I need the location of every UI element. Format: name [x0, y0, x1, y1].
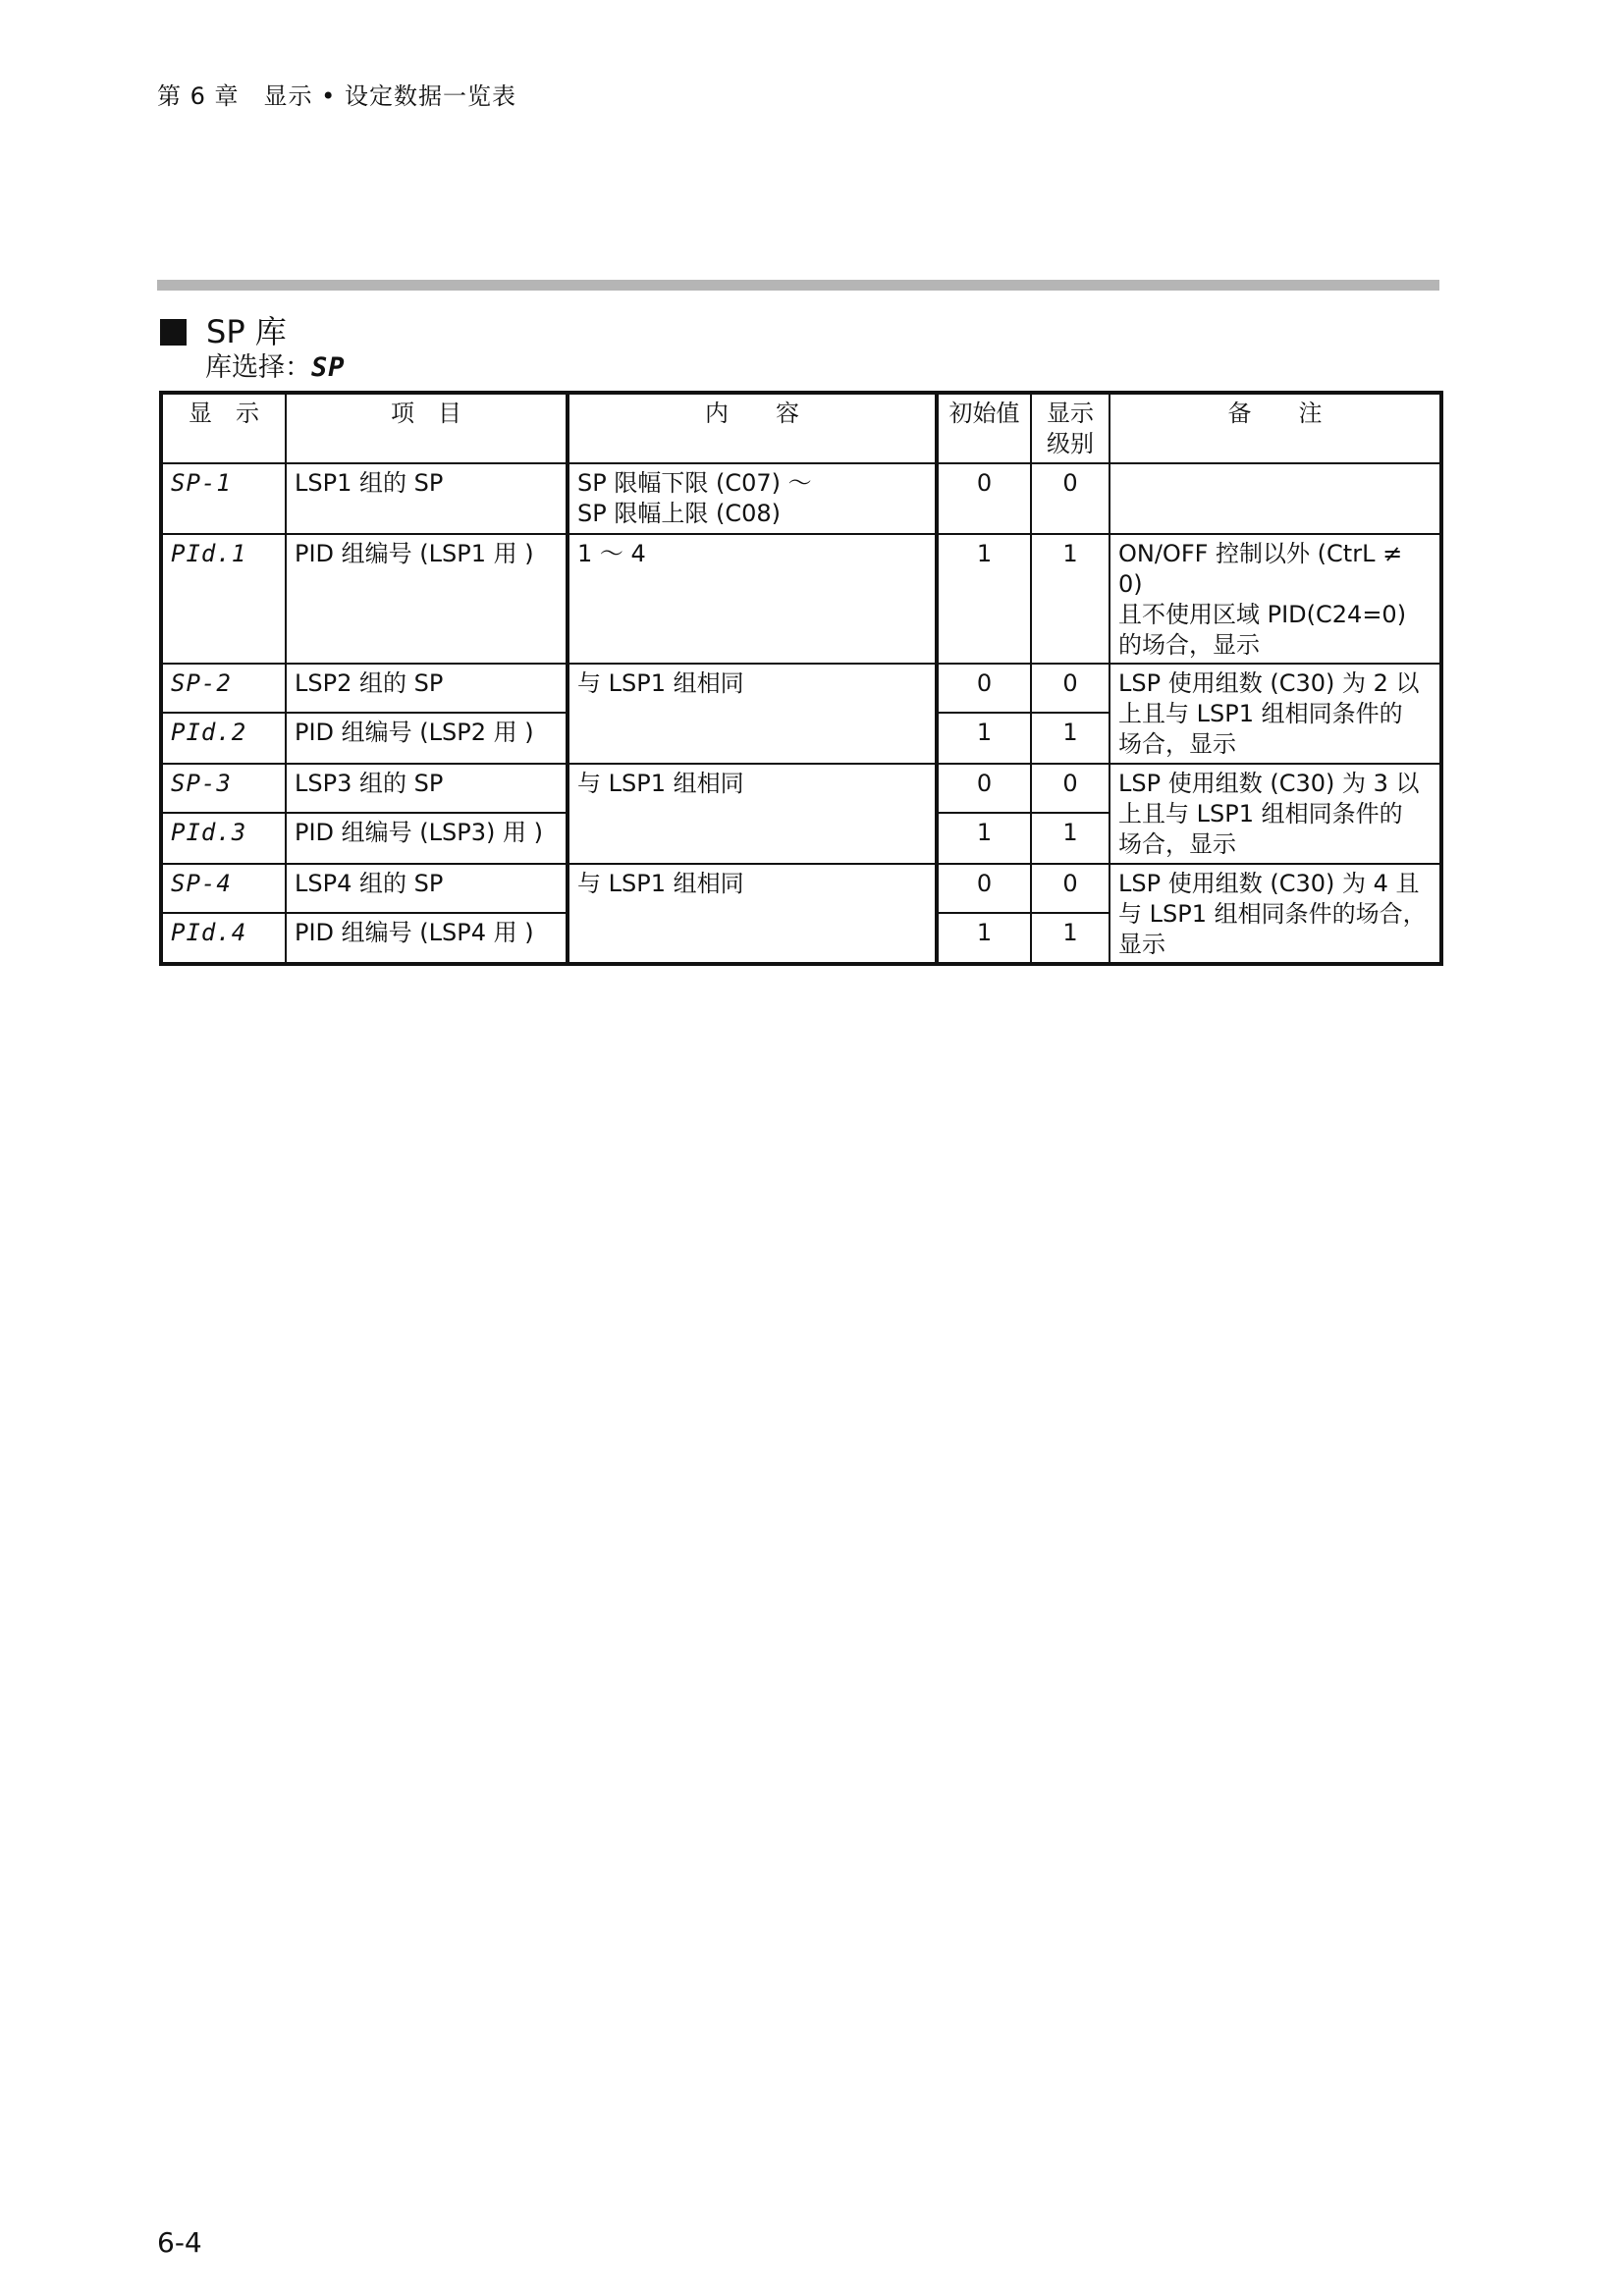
table-row	[161, 664, 1441, 713]
table-row	[161, 764, 1441, 813]
header-note: 备 注	[1110, 393, 1441, 463]
square-bullet-icon	[160, 319, 187, 346]
row-display-code: SP-1	[161, 463, 286, 534]
row-level: 1	[1031, 813, 1110, 864]
row-display-code: PId.1	[161, 534, 286, 664]
row-display-code: SP-3	[161, 764, 286, 813]
row-level: 0	[1031, 764, 1110, 813]
row-level: 0	[1031, 463, 1110, 534]
header-item: 项 目	[286, 393, 568, 463]
row-note: LSP 使用组数 (C30) 为 2 以 上且与 LSP1 组相同条件的 场合，显示	[1110, 664, 1441, 764]
chapter-header: 第 6 章 显示 • 设定数据一览表	[157, 82, 516, 110]
row-item: PID 组编号 (LSP3) 用 )	[286, 813, 568, 864]
row-item: LSP2 组的 SP	[286, 664, 568, 713]
header-initial: 初始值	[937, 393, 1031, 463]
table-row	[161, 534, 1441, 664]
row-display-code: PId.4	[161, 913, 286, 964]
row-initial: 0	[937, 463, 1031, 534]
row-level: 1	[1031, 534, 1110, 664]
row-item: PID 组编号 (LSP4 用 )	[286, 913, 568, 964]
row-initial: 1	[937, 534, 1031, 664]
row-initial: 1	[937, 813, 1031, 864]
row-level: 1	[1031, 713, 1110, 764]
row-note	[1110, 463, 1441, 534]
page-number: 6-4	[157, 2226, 202, 2259]
row-initial: 0	[937, 664, 1031, 713]
section-title-text: SP 库	[206, 313, 287, 350]
header-content: 内 容	[568, 393, 937, 463]
table-header-row	[161, 393, 1441, 463]
table-row	[161, 864, 1441, 913]
row-item: LSP3 组的 SP	[286, 764, 568, 813]
row-initial: 1	[937, 913, 1031, 964]
row-display-code: SP-2	[161, 664, 286, 713]
section-title	[160, 312, 287, 351]
section-divider	[157, 280, 1439, 291]
subtitle-code: SP	[311, 352, 346, 383]
row-initial: 1	[937, 713, 1031, 764]
row-level: 0	[1031, 864, 1110, 913]
row-display-code: PId.3	[161, 813, 286, 864]
row-item: LSP1 组的 SP	[286, 463, 568, 534]
row-level: 1	[1031, 913, 1110, 964]
sp-bank-table	[159, 391, 1443, 966]
row-content: 1 ～ 4	[568, 534, 937, 664]
row-content: 与 LSP1 组相同	[568, 764, 937, 864]
table-row	[161, 463, 1441, 534]
row-level: 0	[1031, 664, 1110, 713]
section-subtitle	[205, 350, 346, 386]
row-item: PID 组编号 (LSP1 用 )	[286, 534, 568, 664]
row-initial: 0	[937, 764, 1031, 813]
row-content: 与 LSP1 组相同	[568, 864, 937, 964]
row-item: LSP4 组的 SP	[286, 864, 568, 913]
row-item: PID 组编号 (LSP2 用 )	[286, 713, 568, 764]
row-initial: 0	[937, 864, 1031, 913]
row-note: LSP 使用组数 (C30) 为 4 且 与 LSP1 组相同条件的场合， 显示	[1110, 864, 1441, 964]
row-note: ON/OFF 控制以外 (CtrL ≠ 0) 且不使用区域 PID(C24=0) 的场合，显示	[1110, 534, 1441, 664]
row-display-code: SP-4	[161, 864, 286, 913]
row-content: SP 限幅下限 (C07) ～ SP 限幅上限 (C08)	[568, 463, 937, 534]
row-display-code: PId.2	[161, 713, 286, 764]
row-content: 与 LSP1 组相同	[568, 664, 937, 764]
row-note: LSP 使用组数 (C30) 为 3 以 上且与 LSP1 组相同条件的 场合，显示	[1110, 764, 1441, 864]
subtitle-label: 库选择：	[205, 352, 311, 383]
header-level: 显示 级别	[1031, 393, 1110, 463]
header-display: 显 示	[161, 393, 286, 463]
